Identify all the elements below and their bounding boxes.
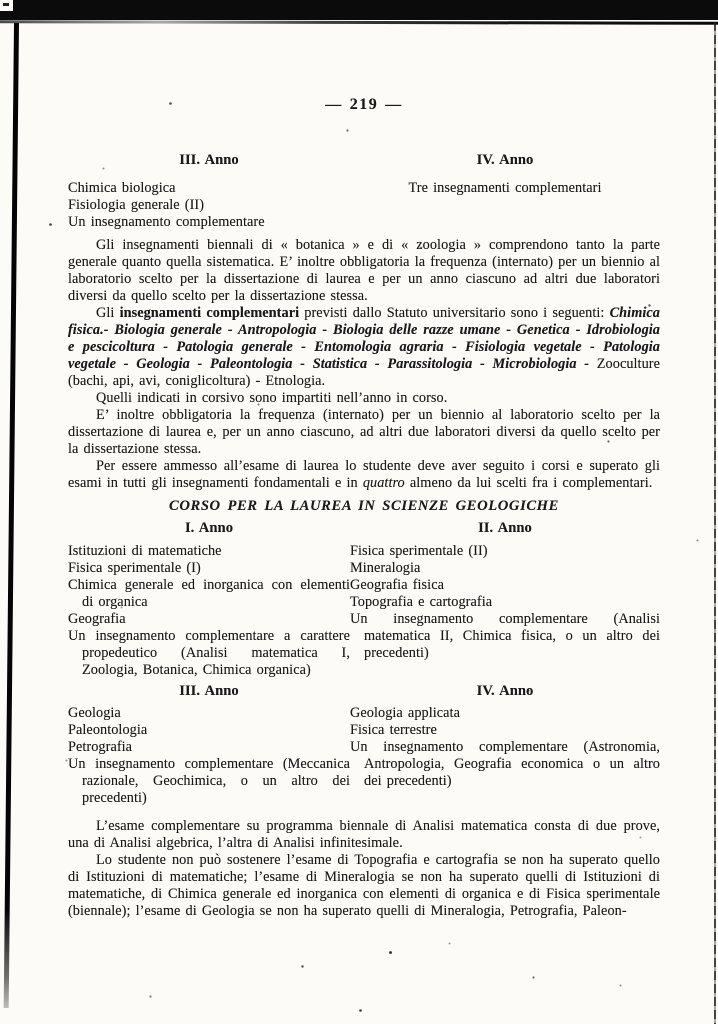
paragraph-text: Gli [96,305,120,321]
course-item: Fisica sperimentale (II) [350,543,488,559]
scan-edge-right [714,22,716,1024]
biology-year-4-list [350,180,660,231]
course-item: Chimica generale ed inorganica con elementi di organica [68,577,350,610]
course-item: Topografia e cartografia [350,594,493,610]
course-item: Petrografia [68,739,133,755]
page-number: — 219 — [325,96,403,113]
scan-speckles [0,0,1,1]
paragraph-degree-admission [68,458,660,492]
paragraph-text: previsti dallo Statuto universitario sono i seguenti: [299,305,610,321]
geology-year-headings-1-2 [68,520,660,537]
biology-year-3-list [68,180,350,231]
course-item: Un insegnamento complementare (Astronomia, Antropologia, Geografia economica o un altro dei precedenti) [350,739,660,789]
course-item: Geologia applicata [350,705,460,721]
heading-biology-year-4: IV. Anno [476,152,534,168]
biology-year-headings [68,152,660,169]
paragraph-italics-note: Quelli indicati in corsivo sono impartiti nell’anno in corso. [96,390,448,406]
course-item: Mineralogia [350,560,421,576]
paragraph-text: Zooculture (bachi, api, avi, coniglicoltura) - Etnologia. [68,356,660,389]
course-item: Un insegnamento complementare [68,214,265,230]
geology-year-headings-3-4 [68,683,660,700]
paragraph-italic-list: Chimica fisica.- Biologia generale - Antropologia - Biologia delle razze umane - Genetica - Idrobiologia e pescicoltura - Patologia generale - Entomologia agraria - Fisiologia vegetale - Patologia vegetale - Geologia - Paleontologia - Statistica - Parassitologia - Microbiologia - [68,305,660,372]
heading-biology-year-3: III. Anno [179,152,239,168]
course-item: Un insegnamento complementare (Analisi matematica II, Chimica fisica, o un altro dei precedenti) [350,611,660,661]
course-item: Geologia [68,705,121,721]
course-item: Un insegnamento complementare a carattere propedeutico (Analisi matematica I, Zoologia, Botanica, Chimica organica) [68,628,350,678]
biology-course-lists [68,180,660,231]
course-item: Geografia fisica [350,577,444,593]
paragraph-italic-word: quattro [362,475,405,491]
paragraph-bold-text: insegnamenti complementari [119,305,300,321]
geology-course-lists-3-4 [68,705,660,807]
paragraph-text: Per essere ammesso all’esame di laurea lo studente deve aver seguito i corsi e superato gli esami in tutti gli insegnamenti fondamentali e in [68,458,660,491]
course-item: Fisica sperimentale (I) [68,560,201,576]
geology-year-1-list [68,543,350,679]
geology-year-2-list [350,543,660,679]
heading-geology-year-4: IV. Anno [476,683,534,699]
paragraph-biennial-teachings: Gli insegnamenti biennali di « botanica » e di « zoologia » comprendono tanto la parte generale quanto quella sistematica. E’ inoltre obbligatoria la frequenza (internato) per un biennio al laboratorio scelto per la dissertazione di laurea e per un anno ciascuno ad altri due laboratori diversi da quello scelto per la dissertazione stessa. [68,237,661,304]
paragraph-complementary-list [68,305,660,390]
geology-course-lists-1-2 [68,543,660,679]
paragraph-lab-attendance: E’ inoltre obbligatoria la frequenza (internato) per un biennio al laboratorio scelto per la dissertazione di laurea e, per un anno ciascuno, ad altri due laboratori diversi da quello scelto per la dissertazione stessa. [68,407,660,457]
scan-edge-left [4,23,19,1008]
heading-geology-year-1: I. Anno [184,520,234,536]
course-item: Paleontologia [68,722,148,738]
course-item: Fisiologia generale (II) [68,197,204,213]
course-item: Un insegnamento complementare (Meccanica razionale, Geochimica, o un altro dei precedenti) [68,756,350,806]
course-item: Chimica biologica [68,180,176,196]
course-item: Tre insegnamenti complementari [408,180,602,196]
heading-geology-year-3: III. Anno [179,683,239,699]
scan-corner-notch [0,0,13,11]
geology-year-4-list [350,705,660,807]
page-content [68,0,660,920]
course-item: Fisica terrestre [350,722,437,738]
paragraph-analisi-exam: L’esame complementare su programma biennale di Analisi matematica consta di due prove, una di Analisi algebrica, l’altra di Analisi infinitesimale. [68,818,660,851]
paragraph-exam-prerequisites: Lo studente non può sostenere l’esame di Topografia e cartografia se non ha superato quello di Istituzioni di matematiche; l’esame di Mineralogia se non ha superato quelli di Istituzioni di matematiche, di Chimica generale ed inorganica con elementi di organica e di Fisica sperimentale (biennale); l’esame di Geologia se non ha superato quelli di Mineralogia, Petrografia, Paleon- [68,852,660,919]
heading-geology-year-2: II. Anno [478,520,532,536]
section-title-geology-degree: CORSO PER LA LAUREA IN SCIENZE GEOLOGICHE [169,498,559,514]
geology-year-3-list [68,705,350,807]
course-item: Geografia [68,611,126,627]
course-item: Istituzioni di matematiche [68,543,222,559]
paragraph-text: almeno da lui scelti fra i complementari. [404,475,653,491]
